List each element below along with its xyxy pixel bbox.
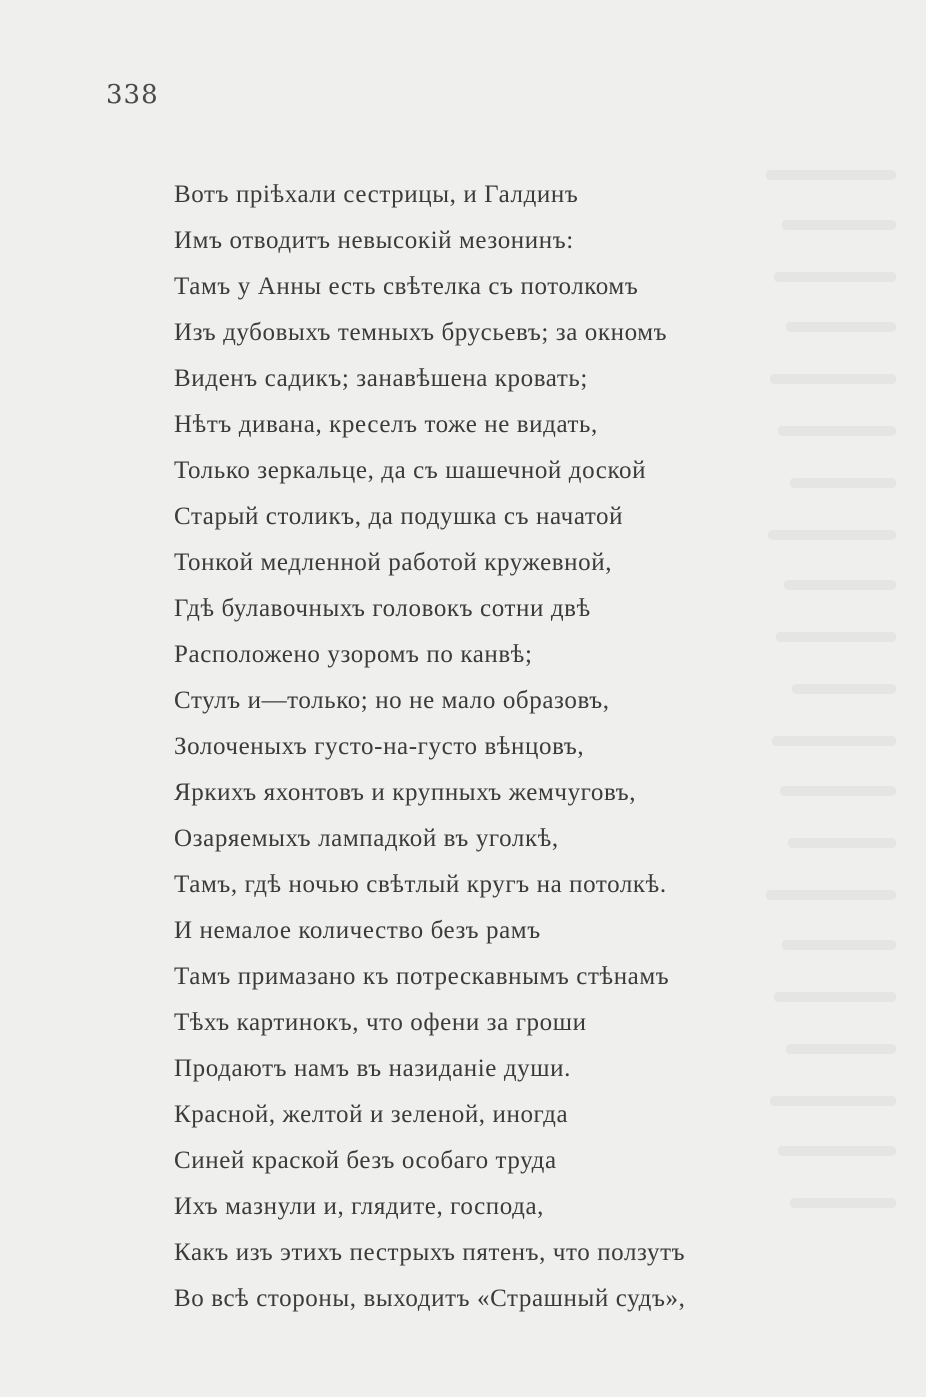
poem-line: Озаряемыхъ лампадкой въ уголкѣ, [174,825,559,852]
poem-line: Изъ дубовыхъ темныхъ брусьевъ; за окномъ [174,319,668,346]
poem-line: Синей краской безъ особаго труда [174,1147,557,1174]
poem-line: Старый столикъ, да подушка съ начатой [174,503,624,530]
poem-line: Продаютъ намъ въ назиданіе души. [174,1055,571,1082]
poem-line: Золоченыхъ густо-на-густо вѣнцовъ, [174,733,585,760]
poem-line: Красной, желтой и зеленой, иногда [174,1101,569,1128]
poem-line: Тамъ у Анны есть свѣтелка съ потолкомъ [174,273,639,300]
poem-line: Виденъ садикъ; занавѣшена кровать; [174,365,588,392]
poem-line: Имъ отводитъ невысокій мезонинъ: [174,227,574,254]
poem-line: Тамъ примазано къ потрескавнымъ стѣнамъ [174,963,670,990]
poem-text [174,172,814,1322]
poem-line: Тонкой медленной работой кружевной, [174,549,613,576]
poem-line: Вотъ пріѣхали сестрицы, и Галдинъ [174,181,579,208]
poem-line: Яркихъ яхонтовъ и крупныхъ жемчуговъ, [174,779,637,806]
poem-line: Какъ изъ этихъ пестрыхъ пятенъ, что ползутъ [174,1239,686,1266]
poem-line: И немалое количество безъ рамъ [174,917,541,944]
poem-line: Ихъ мазнули и, глядите, господа, [174,1193,545,1220]
poem-line: Гдѣ булавочныхъ головокъ сотни двѣ [174,595,591,622]
poem-line: Нѣтъ дивана, креселъ тоже не видать, [174,411,598,438]
poem-line: Тѣхъ картинокъ, что офени за гроши [174,1009,587,1036]
page-number: 338 [106,80,159,110]
poem-line: Стулъ и—только; но не мало образовъ, [174,687,610,714]
poem-line: Расположено узоромъ по канвѣ; [174,641,533,668]
poem-line: Во всѣ стороны, выходитъ «Страшный судъ», [174,1285,686,1312]
poem-line: Тамъ, гдѣ ночью свѣтлый кругъ на потолкѣ. [174,871,667,898]
poem-line: Только зеркальце, да съ шашечной доской [174,457,647,484]
